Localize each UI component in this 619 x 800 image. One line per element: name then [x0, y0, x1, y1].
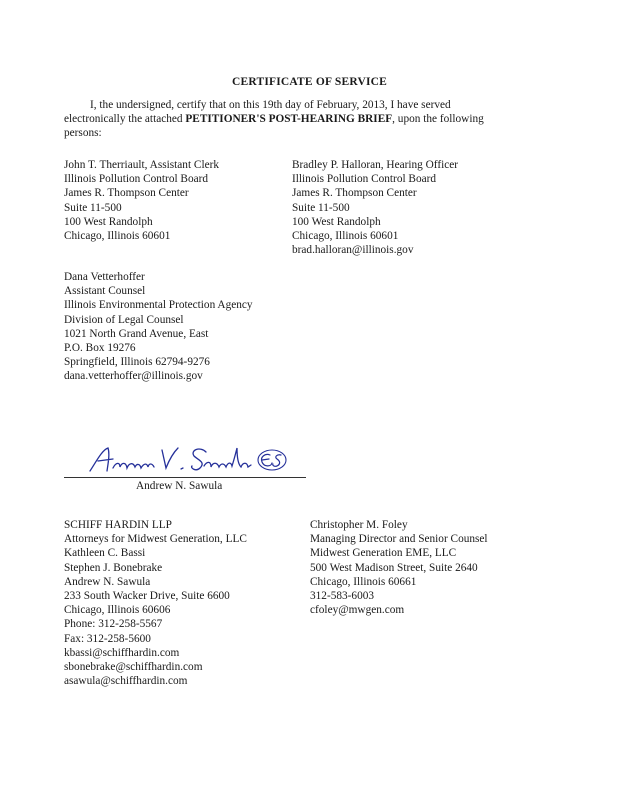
address-line: Bradley P. Halloran, Hearing Officer	[292, 159, 459, 171]
signatory-name: Andrew N. Sawula	[136, 480, 223, 492]
address-line: 100 West Randolph	[292, 215, 381, 228]
address-line: 1021 North Grand Avenue, East	[64, 327, 209, 340]
address-line: Chicago, Illinois 60661	[310, 575, 417, 588]
email-address: cfoley@mwgen.com	[310, 604, 405, 617]
fax-number: Fax: 312-258-5600	[64, 632, 151, 645]
address-line: Andrew N. Sawula	[64, 575, 151, 588]
address-line: Attorneys for Midwest Generation, LLC	[64, 533, 247, 546]
address-line: Chicago, Illinois 60601	[64, 230, 171, 243]
address-line: Suite 11-500	[64, 201, 122, 214]
address-line: James R. Thompson Center	[64, 187, 189, 200]
address-line: Suite 11-500	[292, 201, 350, 214]
counsel-midwest-generation	[310, 518, 488, 617]
document-title: CERTIFICATE OF SERVICE	[231, 76, 388, 88]
address-line: Kathleen C. Bassi	[64, 547, 146, 560]
address-line: Chicago, Illinois 60601	[292, 230, 399, 243]
intro-line-2	[64, 112, 554, 126]
intro-line-2-pre: electronically the attached	[64, 113, 186, 126]
intro-line-1: I, the undersigned, certify that on this 19th day of February, 2013, I have served	[90, 99, 451, 111]
address-line: Division of Legal Counsel	[64, 313, 184, 326]
handwritten-signature	[86, 444, 301, 476]
address-line: Illinois Environmental Protection Agency	[64, 299, 253, 312]
recipient-clerk	[64, 158, 219, 243]
address-line: 100 West Randolph	[64, 215, 153, 228]
email-address: brad.halloran@illinois.gov	[292, 244, 414, 257]
address-line: SCHIFF HARDIN LLP	[64, 519, 172, 531]
address-line: Midwest Generation EME, LLC	[310, 547, 457, 560]
email-address: asawula@schiffhardin.com	[64, 675, 188, 688]
intro-line-2-post: , upon the following	[392, 113, 484, 126]
address-line: Illinois Pollution Control Board	[64, 173, 209, 186]
address-line: Dana Vetterhoffer	[64, 271, 145, 283]
address-line: P.O. Box 19276	[64, 342, 136, 355]
address-line: 500 West Madison Street, Suite 2640	[310, 561, 478, 574]
recipient-epa-counsel	[64, 270, 253, 384]
address-line: John T. Therriault, Assistant Clerk	[64, 159, 220, 171]
recipient-hearing-officer	[292, 158, 458, 257]
phone-number: Phone: 312-258-5567	[64, 618, 163, 631]
address-line: James R. Thompson Center	[292, 187, 417, 200]
signature-text: Andrew N. Sawula	[86, 444, 94, 445]
email-address: dana.vetterhoffer@illinois.gov	[64, 370, 203, 383]
email-address: kbassi@schiffhardin.com	[64, 646, 180, 659]
address-line: Assistant Counsel	[64, 285, 146, 298]
address-line: Managing Director and Senior Counsel	[310, 533, 488, 546]
signature-line	[64, 477, 306, 478]
document-name: PETITIONER'S POST-HEARING BRIEF	[185, 113, 393, 126]
certification-paragraph	[64, 98, 554, 141]
address-line: Christopher M. Foley	[310, 519, 408, 531]
address-line: Illinois Pollution Control Board	[292, 173, 437, 186]
address-line: Chicago, Illinois 60606	[64, 604, 171, 617]
email-address: sbonebrake@schiffhardin.com	[64, 661, 203, 674]
intro-line-3: persons:	[64, 127, 102, 140]
address-line: Stephen J. Bonebrake	[64, 561, 163, 574]
address-line: 233 South Wacker Drive, Suite 6600	[64, 590, 230, 603]
phone-number: 312-583-6003	[310, 590, 375, 603]
address-line: Springfield, Illinois 62794-9276	[64, 356, 210, 369]
counsel-schiff-hardin	[64, 518, 247, 688]
signature-block	[64, 444, 309, 494]
